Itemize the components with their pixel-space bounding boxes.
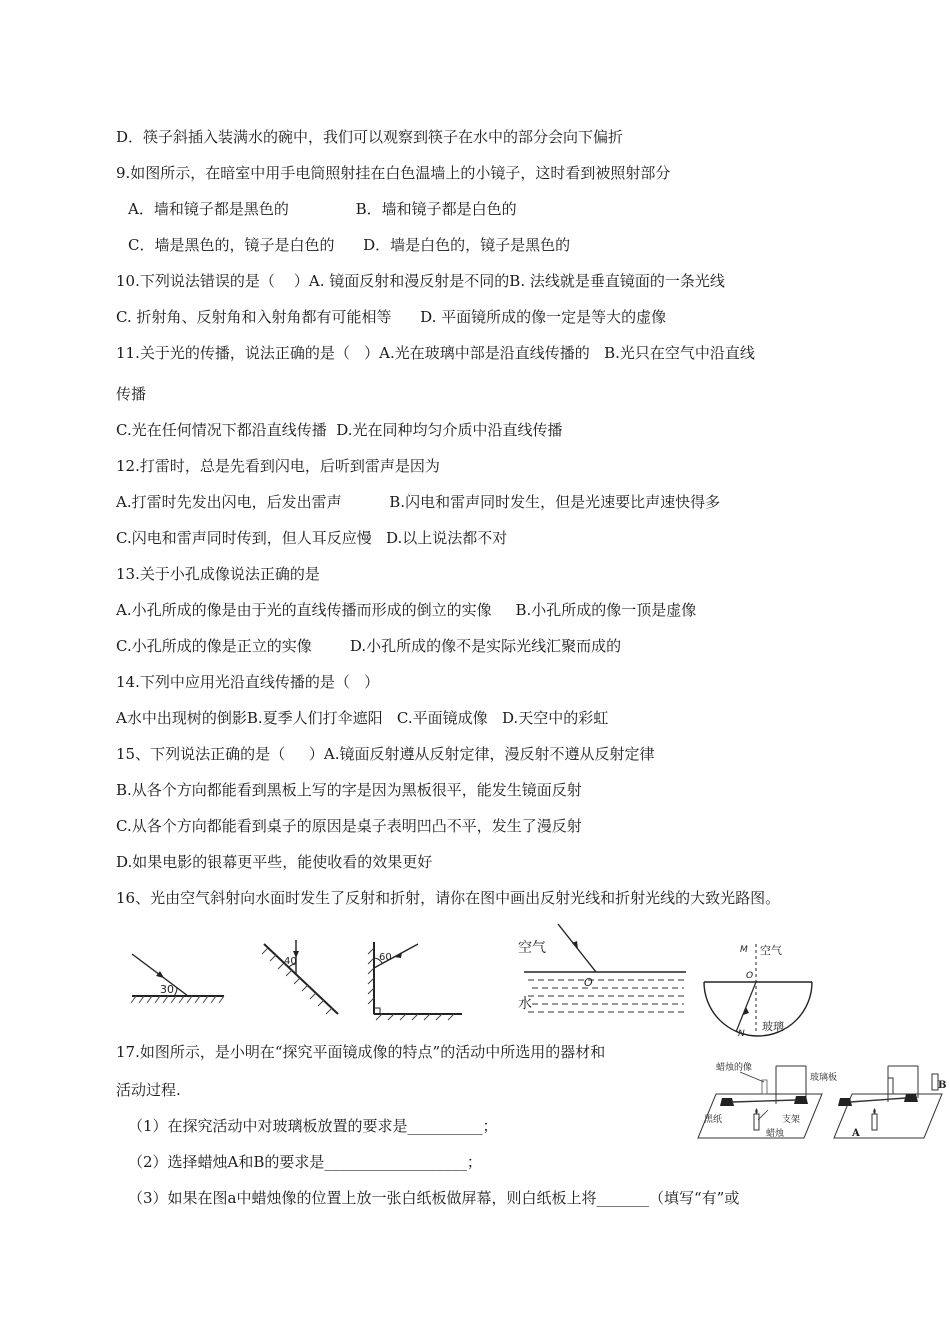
option-8d: D．筷子斜插入装满水的碗中，我们可以观察到筷子在水中的部分会向下偏折 bbox=[116, 128, 624, 146]
angle-label-40: 40 bbox=[284, 956, 297, 967]
angle-label-30: 30 bbox=[160, 983, 174, 996]
figure-plane-mirror-experiment bbox=[692, 1058, 948, 1142]
question-17: 17.如图所示，是小明在“探究平面镜成像的特点”的活动中所选用的器材和 bbox=[116, 1043, 606, 1061]
air-label: 空气 bbox=[518, 940, 546, 956]
option-13cd: C.小孔所成的像是正立的实像 D.小孔所成的像不是实际光线汇聚而成的 bbox=[116, 637, 622, 655]
option-14: A水中出现树的倒影B.夏季人们打伞遮阳 C.平面镜成像 D.天空中的彩虹 bbox=[116, 709, 609, 727]
stand-label: 支架 bbox=[782, 1115, 801, 1125]
question-13: 13.关于小孔成像说法正确的是 bbox=[116, 565, 320, 583]
figure-semicircle-glass bbox=[700, 938, 816, 1042]
angle-label-60: 60 bbox=[379, 952, 392, 963]
question-10: 10.下列说法错误的是（ ）A. 镜面反射和漫反射是不同的B. 法线就是垂直镜面的一条光线 bbox=[116, 272, 725, 290]
figure-corner-mirror-60 bbox=[366, 938, 466, 1022]
question-16: 16、光由空气斜射向水面时发生了反射和折射，请你在图中画出反射光线和折射光线的大致光路图。 bbox=[116, 889, 781, 907]
black-paper-label: 黑纸 bbox=[704, 1115, 723, 1125]
candle-b-label: B bbox=[938, 1080, 947, 1091]
option-15d: D.如果电影的银幕更平些，能使收看的效果更好 bbox=[116, 853, 433, 871]
figure-mirror-40 bbox=[258, 938, 348, 1020]
option-15c: C.从各个方向都能看到桌子的原因是桌子表明凹凸不平，发生了漫反射 bbox=[116, 817, 582, 835]
candle-label: 蜡烛 bbox=[766, 1129, 785, 1139]
question-17-cont: 活动过程. bbox=[116, 1081, 181, 1099]
question-17-part2: （2）选择蜡烛A和B的要求是___________________； bbox=[128, 1153, 482, 1171]
option-9cd: C．墙是黑色的，镜子是白色的 D．墙是白色的，镜子是黑色的 bbox=[128, 236, 571, 254]
question-9: 9.如图所示，在暗室中用手电筒照射挂在白色温墙上的小镜子，这时看到被照射部分 bbox=[116, 164, 671, 182]
question-11-cont: 传播 bbox=[116, 385, 147, 403]
water-label: 水 bbox=[518, 996, 532, 1012]
option-12ab: A.打雷时先发出闪电，后发出雷声 B.闪电和雷声同时发生，但是光速要比声速快得多 bbox=[116, 493, 721, 511]
option-15b: B.从各个方向都能看到黑板上写的字是因为黑板很平，能发生镜面反射 bbox=[116, 781, 582, 799]
question-14: 14.下列中应用光沿直线传播的是（ ） bbox=[116, 673, 380, 691]
option-13ab: A.小孔所成的像是由于光的直线传播而形成的倒立的实像 B.小孔所成的像一顶是虚像 bbox=[116, 601, 697, 619]
option-9ab: A．墙和镜子都是黑色的 B．墙和镜子都是白色的 bbox=[128, 200, 517, 218]
glass-plate-label: 玻璃板 bbox=[810, 1073, 838, 1083]
air-label-2: 空气 bbox=[760, 944, 782, 957]
option-12cd: C.闪电和雷声同时传到，但人耳反应慢 D.以上说法都不对 bbox=[116, 529, 508, 547]
question-15: 15、下列说法正确的是（ ）A.镜面反射遵从反射定律，漫反射不遵从反射定律 bbox=[116, 745, 655, 763]
candle-image-label: 蜡烛的像 bbox=[716, 1063, 753, 1073]
point-o-label-2: O bbox=[746, 971, 754, 981]
point-o-label: O bbox=[584, 976, 593, 989]
question-17-part1: （1）在探究活动中对玻璃板放置的要求是__________； bbox=[128, 1117, 498, 1135]
option-11cd: C.光在任何情况下都沿直线传播 D.光在同种均匀介质中沿直线传播 bbox=[116, 421, 563, 439]
normal-m-label: M bbox=[740, 945, 748, 955]
candle-a-label: A bbox=[852, 1128, 860, 1139]
figure-air-water bbox=[514, 922, 690, 1022]
glass-label: 玻璃 bbox=[762, 1020, 784, 1033]
question-17-part3: （3）如果在图a中蜡烛像的位置上放一张白纸板做屏幕，则白纸板上将_______（填写“有”或 bbox=[128, 1189, 740, 1207]
figure-mirror-30 bbox=[128, 938, 228, 1008]
question-12: 12.打雷时，总是先看到闪电，后听到雷声是因为 bbox=[116, 457, 440, 475]
option-10cd: C. 折射角、反射角和入射角都有可能相等 D. 平面镜所成的像一定是等大的虚像 bbox=[116, 308, 667, 326]
question-11: 11.关于光的传播，说法正确的是（ ）A.光在玻璃中部是沿直线传播的 B.光只在空气中沿直线 bbox=[116, 344, 755, 362]
normal-n-label: N bbox=[738, 1029, 745, 1039]
